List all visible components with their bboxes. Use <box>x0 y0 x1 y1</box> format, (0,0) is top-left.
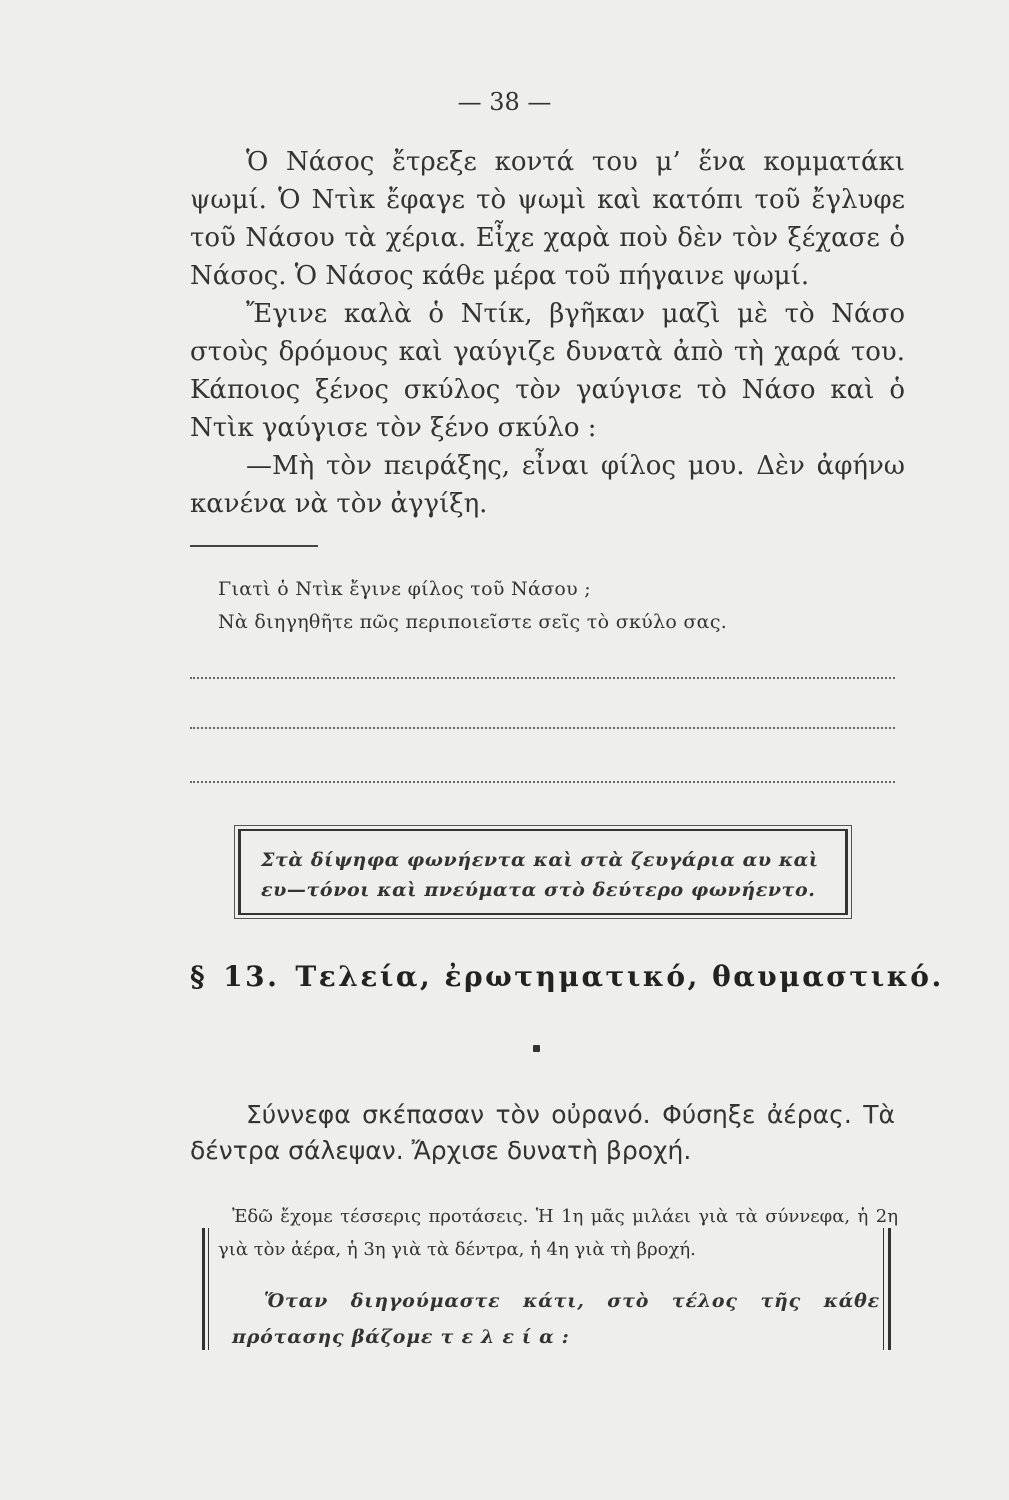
divider-rule <box>190 545 318 547</box>
bullet-mark <box>533 1045 540 1052</box>
page-number: — 38 — <box>457 88 552 116</box>
story-paragraph: —Μὴ τὸν πειράξης, εἶναι φίλος μου. Δὲν ἀφήνω κανένα νὰ τὸν ἀγγίξη. <box>190 451 905 519</box>
example-text <box>190 1097 895 1169</box>
rule-sentence: Ὅταν διηγούμαστε κάτι, στὸ τέλος τῆς κάθε πρότασης βάζομε <box>232 1290 880 1348</box>
rule-border-right <box>888 1228 891 1350</box>
rule-text <box>232 1283 880 1355</box>
rule-border-left-thin <box>208 1228 209 1350</box>
answer-line <box>190 727 895 729</box>
section-number: 13. <box>223 960 280 993</box>
exercise-questions <box>218 573 908 639</box>
question-item: Νὰ διηγηθῆτε πῶς περιποιεῖστε σεῖς τὸ σκύλο σας. <box>218 611 728 633</box>
question-item: Γιατὶ ὁ Ντὶκ ἔγινε φίλος τοῦ Νάσου ; <box>218 578 591 600</box>
story-paragraph: Ὁ Νάσος ἔτρεξε κοντά του μ’ ἕνα κομματάκι ψωμί. Ὁ Ντὶκ ἔφαγε τὸ ψωμὶ καὶ κατόπι τοῦ ἔγλυφε τοῦ Νάσου τὰ χέρια. Εἶχε χαρὰ ποὺ δὲν τὸν ξέχασε ὁ Νάσος. Ὁ Νάσος κάθε μέρα τοῦ πήγαινε ψωμί. <box>190 147 905 291</box>
note-line: Στὰ δίψηφα φωνήεντα καὶ στὰ ζευγάρια αυ καὶ <box>261 849 819 871</box>
answer-line <box>190 677 895 679</box>
section-title: Τελεία, ἐρωτηματικό, θαυμαστικό. <box>295 960 944 993</box>
rule-border-left <box>202 1228 205 1350</box>
story-paragraph: Ἔγινε καλὰ ὁ Ντίκ, βγῆκαν μαζὶ μὲ τὸ Νάσο στοὺς δρόμους καὶ γαύγιζε δυνατὰ ἀπὸ τὴ χαρά του. Κάποιος ξένος σκύλος τὸν γαύγισε τὸ Νάσο καὶ ὁ Ντὶκ γαύγισε τὸν ξένο σκύλο : <box>190 299 905 443</box>
rule-emphasis: τελεία: <box>440 1326 577 1348</box>
section-symbol: § <box>190 960 208 993</box>
explanation-text <box>218 1200 898 1266</box>
explanation-paragraph: Ἐδῶ ἔχομε τέσσερις προτάσεις. Ἡ 1η μᾶς μιλάει γιὰ τὰ σύννεφα, ἡ 2η γιὰ τὸν ἀέρα, ἡ 3η γιὰ τὰ δέντρα, ἡ 4η γιὰ τὴ βροχή. <box>218 1206 898 1260</box>
note-line: ευ—τόνοι καὶ πνεύματα στὸ δεύτερο φωνήεντο. <box>261 879 816 901</box>
example-paragraph: Σύννεφα σκέπασαν τὸν οὐρανό. Φύσηξε ἀέρας. Τὰ δέντρα σάλεψαν. Ἄρχισε δυνατὴ βροχή. <box>190 1100 895 1165</box>
grammar-note-box <box>238 829 848 915</box>
rule-border-right-thin <box>883 1228 884 1350</box>
answer-line <box>190 781 895 783</box>
section-heading <box>190 960 944 993</box>
story-text <box>190 143 905 523</box>
